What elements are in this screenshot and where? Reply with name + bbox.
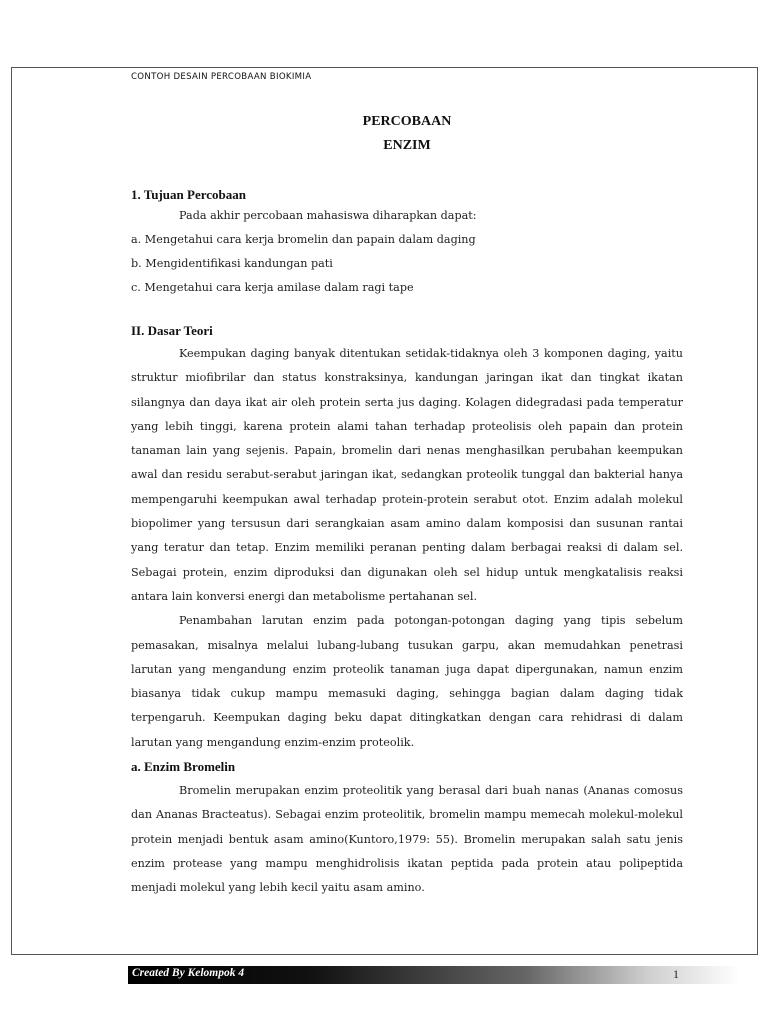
section-heading-dasar-teori: II. Dasar Teori (131, 323, 213, 338)
subsection-heading-bromelin: a. Enzim Bromelin (131, 759, 236, 775)
list-item: a. Mengetahui cara kerja bromelin dan papain dalam daging (131, 233, 476, 246)
document-title-line1: PERCOBAAN (362, 114, 452, 129)
subsection-bromelin (131, 755, 683, 900)
paragraph: Bromelin merupakan enzim proteolitik yang berasal dari buah nanas (Ananas comosus dan Ananas Bracteatus). Sebagai enzim proteolitik, bromelin mampu memecah molekul-molekul protein menjadi bentuk asam amino(Kuntoro,1979: 55). Bromelin merupakan salah satu jenis enzim protease yang mampu menghidrolisis ikatan peptida pada protein atau polipeptida menjadi molekul yang lebih kecil yaitu asam amino. (131, 784, 683, 895)
section-intro: Pada akhir percobaan mahasiswa diharapkan dapat: (179, 209, 477, 222)
footer-bar (128, 966, 740, 984)
list-item: c. Mengetahui cara kerja amilase dalam ragi tape (131, 281, 414, 294)
page-number: 1 (673, 967, 679, 981)
paragraph: Penambahan larutan enzim pada potongan-potongan daging yang tipis sebelum pemasakan, misalnya melalui lubang-lubang tusukan garpu, akan memudahkan penetrasi larutan yang mengandung enzim proteolik tanaman juga dapat dipergunakan, namun enzim biasanya tidak cukup mampu memasuki daging, sehingga bagian dalam daging tidak terpengaruh. Keempukan daging beku dapat ditingkatkan dengan cara rehidrasi di dalam larutan yang mengandung enzim-enzim proteolik. (131, 614, 683, 749)
section-heading-tujuan: 1. Tujuan Percobaan (131, 187, 246, 202)
document-body (131, 186, 683, 901)
section-tujuan (131, 186, 683, 300)
document-title-line2: ENZIM (383, 138, 431, 153)
list-item: b. Mengidentifikasi kandungan pati (131, 257, 333, 270)
section-dasar-teori (131, 322, 683, 755)
running-header: CONTOH DESAIN PERCOBAAN BIOKIMIA (131, 72, 312, 82)
paragraph: Keempukan daging banyak ditentukan setidak-tidaknya oleh 3 komponen daging, yaitu struktur miofibrilar dan status konstraksinya, kandungan jaringan ikat dan tingkat ikatan silangnya dan daya ikat air oleh protein serta jus daging. Kolagen didegradasi pada temperatur yang lebih tinggi, karena protein alami tahan terhadap proteolisis oleh papain dan protein tanaman lain yang sejenis. Papain, bromelin dari nenas menghasilkan perubahan keempukan awal dan residu serabut-serabut jaringan ikat, sedangkan proteolik tunggal dan bakterial hanya mempengaruhi keempukan awal terhadap protein-protein serabut otot. Enzim adalah molekul biopolimer yang tersusun dari serangkaian asam amino dalam komposisi dan susunan rantai yang teratur dan tetap. Enzim memiliki peranan penting dalam berbagai reaksi di dalam sel. Sebagai protein, enzim diproduksi dan digunakan oleh sel hidup untuk mengkatalisis reaksi antara lain konversi energi dan metabolisme pertahanan sel. (131, 347, 683, 603)
footer-credit: Created By Kelompok 4 (132, 967, 245, 979)
